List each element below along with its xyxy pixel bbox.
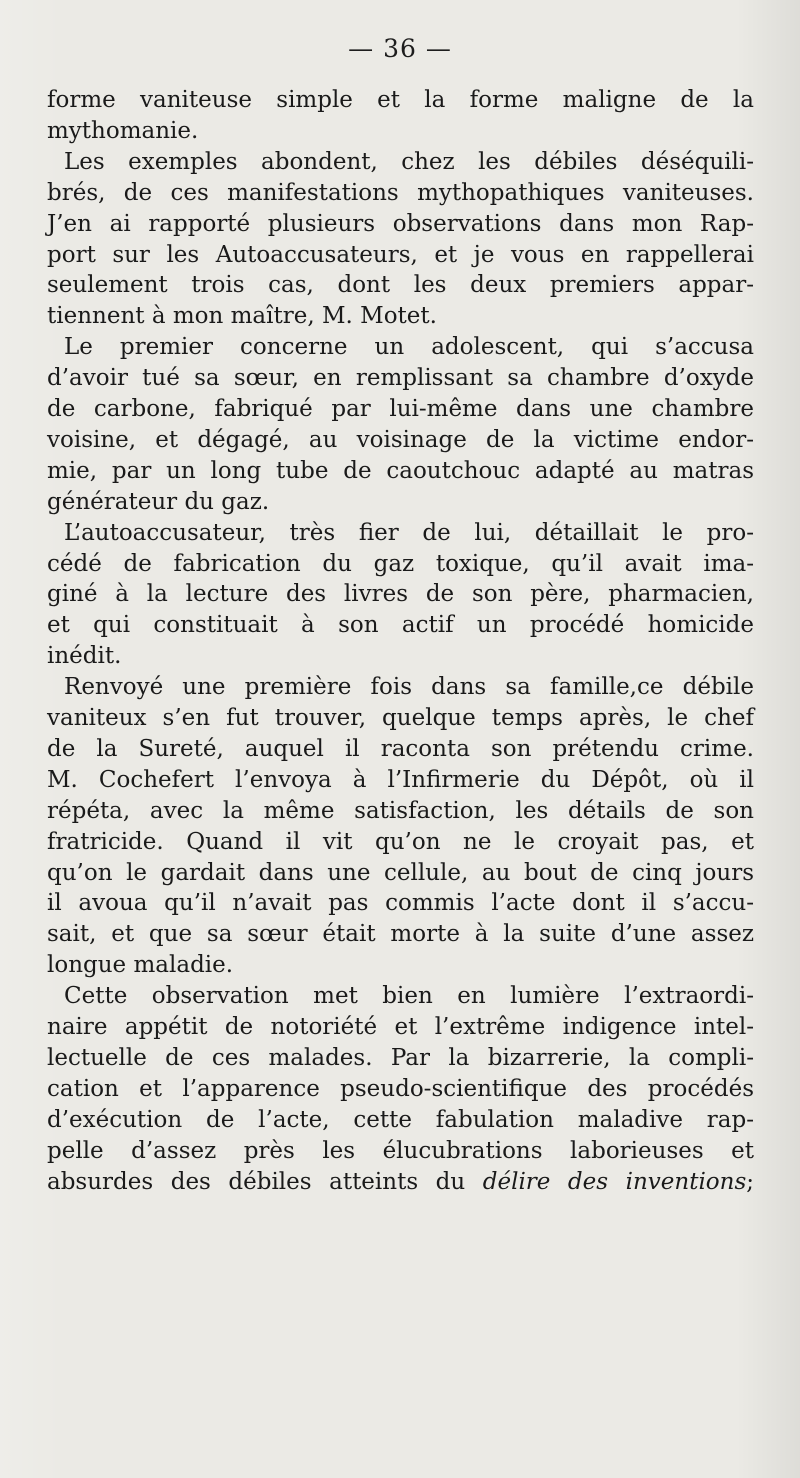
line-text: pelle d’assez près les élucubrations laborieuses et xyxy=(47,1137,754,1164)
text-line xyxy=(47,857,754,889)
text-line xyxy=(47,609,754,641)
text-line xyxy=(47,949,754,981)
line-text: cédé de fabrication du gaz toxique, qu’il avait ima- xyxy=(47,550,754,577)
text-line xyxy=(47,1073,754,1105)
text-line xyxy=(47,239,754,271)
text-line xyxy=(64,146,754,178)
line-text: générateur du gaz. xyxy=(47,488,270,515)
line-text: mythomanie. xyxy=(47,117,199,144)
line-text: sait, et que sa sœur était morte à la suite d’une assez xyxy=(47,921,754,948)
text-line xyxy=(47,1104,754,1136)
line-text: L’autoaccusateur, très fier de lui, détaillait le pro- xyxy=(64,519,754,546)
text-line xyxy=(47,764,754,796)
line-text: port sur les Autoaccusateurs, et je vous en rappellerai xyxy=(47,241,754,268)
text-line xyxy=(64,671,754,703)
text-line xyxy=(47,578,754,610)
text-line xyxy=(47,208,754,240)
text-line xyxy=(47,1135,754,1167)
line-text: il avoua qu’il n’avait pas commis l’acte dont il s’accu- xyxy=(47,890,754,917)
text-line xyxy=(47,918,754,950)
line-text: voisine, et dégagé, au voisinage de la victime endor- xyxy=(47,426,754,453)
text-line xyxy=(47,300,754,332)
line-text: J’en ai rapporté plusieurs observations dans mon Rap- xyxy=(47,210,754,237)
text-line xyxy=(47,1011,754,1043)
line-text: et qui constituait à son actif un procédé homicide xyxy=(47,612,754,639)
text-line xyxy=(64,517,754,549)
text-line xyxy=(47,393,754,425)
text-line xyxy=(64,980,754,1012)
line-text: seulement trois cas, dont les deux premiers appar- xyxy=(47,272,754,299)
line-text: Renvoyé une première fois dans sa famille,ce débile xyxy=(64,674,754,701)
text-line xyxy=(47,486,754,518)
line-text: absurdes des débiles atteints du xyxy=(47,1168,466,1195)
text-line xyxy=(47,733,754,765)
line-text: M. Cochefert l’envoya à l’Infirmerie du Dépôt, où il xyxy=(47,766,754,793)
line-text: brés, de ces manifestations mythopathiques vaniteuses. xyxy=(47,179,754,206)
line-text: de la Sureté, auquel il raconta son prétendu crime. xyxy=(47,735,754,762)
text-line xyxy=(47,702,754,734)
line-text: d’exécution de l’acte, cette fabulation maladive rap- xyxy=(47,1106,754,1133)
line-text: de carbone, fabriqué par lui-même dans une chambre xyxy=(47,396,754,422)
text-line xyxy=(47,640,754,672)
italic-term: délire des inventions xyxy=(482,1168,747,1195)
line-text: tiennent à mon maître, M. Motet. xyxy=(47,303,437,330)
text-line xyxy=(47,795,754,827)
line-text: d’avoir tué sa sœur, en remplissant sa chambre d’oxyde xyxy=(47,365,754,392)
line-text: lectuelle de ces malades. Par la bizarrerie, la compli- xyxy=(47,1044,754,1071)
line-text: répéta, avec la même satisfaction, les détails de son xyxy=(47,797,754,824)
line-text: cation et l’apparence pseudo-scientifique des procédés xyxy=(47,1075,754,1102)
line-text: naire appétit de notoriété et l’extrême indigence intel- xyxy=(47,1014,754,1040)
line-text: qu’on le gardait dans une cellule, au bout de cinq jours xyxy=(47,859,754,886)
punctuation: ; xyxy=(746,1168,755,1195)
text-line xyxy=(47,455,754,487)
text-line xyxy=(47,177,754,209)
text-line xyxy=(47,424,754,456)
line-text: Cette observation met bien en lumière l’extraordi- xyxy=(64,983,754,1010)
line-text: inédit. xyxy=(47,643,122,670)
text-line xyxy=(47,548,754,580)
line-text: forme vaniteuse simple et la forme maligne de la xyxy=(47,87,754,113)
line-text: mie, par un long tube de caoutchouc adapté au matras xyxy=(47,457,754,484)
text-line xyxy=(47,826,754,858)
line-text: giné à la lecture des livres de son père, pharmacien, xyxy=(47,581,754,608)
text-line xyxy=(47,84,754,116)
line-text: Les exemples abondent, chez les débiles déséquili- xyxy=(64,148,754,175)
line-text: fratricide. Quand il vit qu’on ne le croyait pas, et xyxy=(47,828,754,855)
text-line xyxy=(47,362,754,394)
text-line xyxy=(47,887,754,919)
page-number: — 36 — xyxy=(348,34,452,63)
line-text: longue maladie. xyxy=(47,952,234,979)
text-line xyxy=(64,331,754,363)
line-text: Le premier concerne un adolescent, qui s’accusa xyxy=(64,334,754,361)
line-text: vaniteux s’en fut trouver, quelque temps après, le chef xyxy=(47,705,754,731)
text-line xyxy=(47,1042,754,1074)
text-line xyxy=(47,1166,754,1198)
text-line xyxy=(47,269,754,301)
text-line xyxy=(47,115,754,147)
